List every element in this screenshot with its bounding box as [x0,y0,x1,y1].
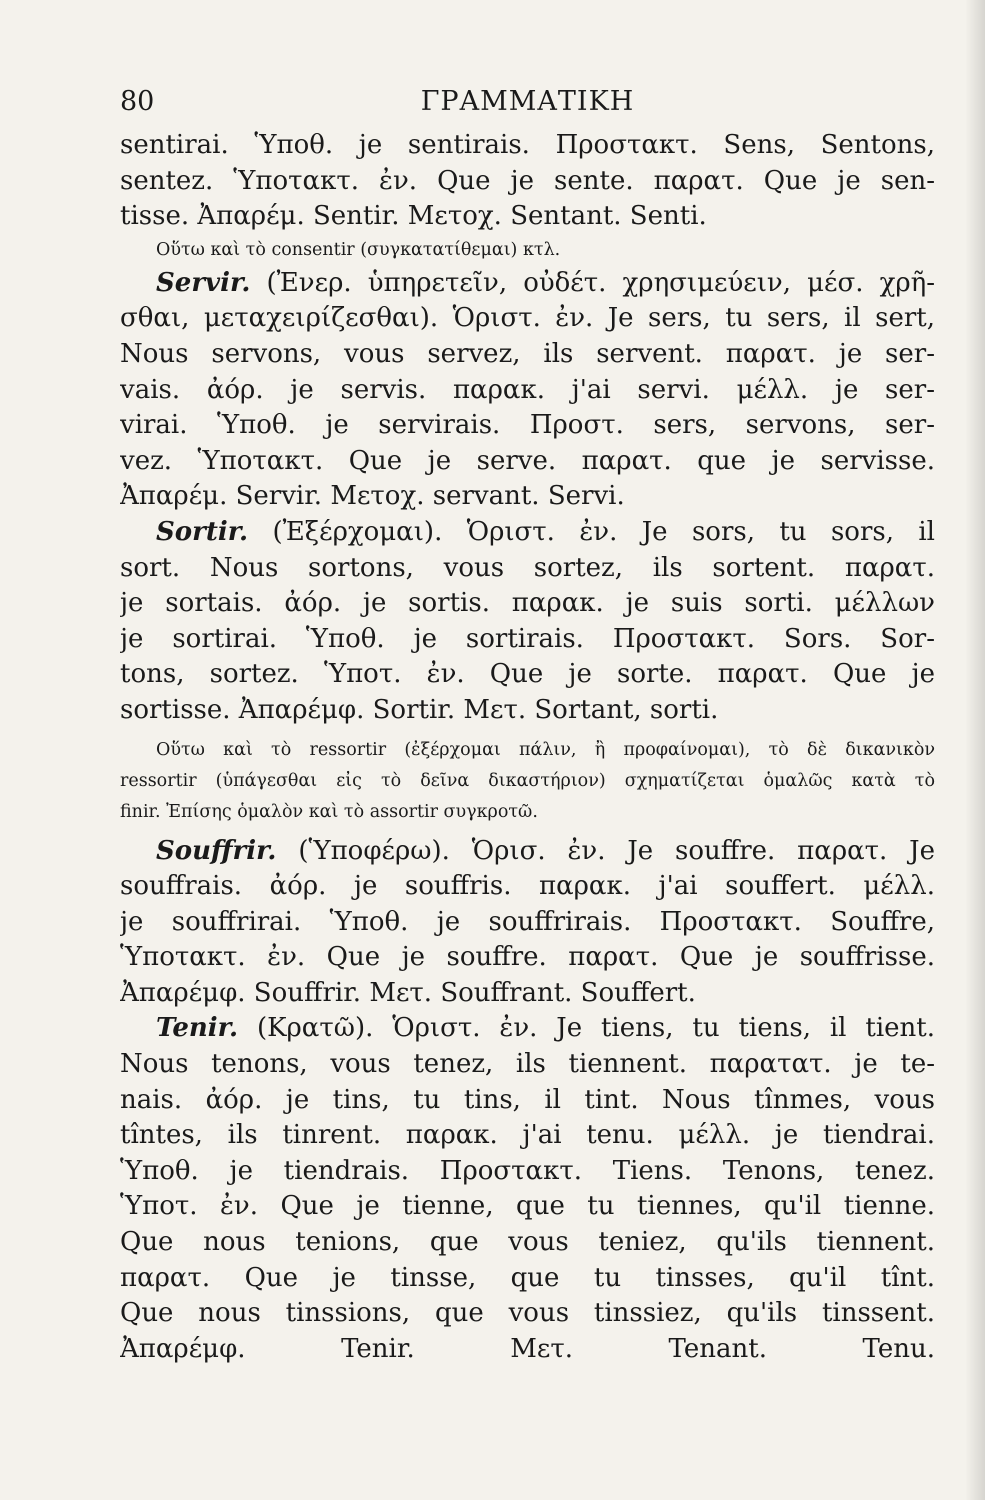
text-line: sortisse. Ἀπαρέμφ. Sortir. Μετ. Sortant, sorti. [120,694,719,725]
text-line: je souffrirai. Ὑποθ. je souffrirais. Προστακτ. Souffre, [120,906,935,937]
text-line: sort. Nous sortons, vous sortez, ils sortent. παρατ. [120,552,935,583]
text-line: Ἀπαρέμφ. Tenir. Μετ. Tenant. Tenu. [120,1333,935,1364]
text-line: virai. Ὑποθ. je servirais. Προστ. sers, servons, ser- [120,410,935,441]
text-line: Nous servons, vous servez, ils servent. παρατ. je ser- [120,338,935,369]
page-edge-shadow [965,0,985,1500]
note-line: ressortir (ὑπάγεσθαι εἰς τὸ δεῖνα δικαστήριον) σχηματίζεται ὁμαλῶς κατὰ τὸ [120,770,935,791]
text-line: Ὑποτακτ. ἐν. Que je souffre. παρατ. Que je souffrisse. [120,942,935,973]
text-line: Que nous tenions, que vous teniez, qu'ils tiennent. [120,1227,935,1258]
text-line: Ἀπαρέμ. Servir. Μετοχ. servant. Servi. [120,481,625,512]
entry-souffrir [120,834,935,870]
text-line: tisse. Ἀπαρέμ. Sentir. Μετοχ. Sentant. Senti. [120,201,707,232]
page-number: 80 [120,86,155,117]
text-line: Nous tenons, vous tenez, ils tiennent. παρατατ. je te- [120,1049,935,1080]
text-line: vais. ἀόρ. je servis. παρακ. j'ai servi. μέλλ. je ser- [120,374,935,405]
text-segment: (Ἐνερ. ὑπηρετεῖν, οὐδέτ. χρησιμεύειν, μέσ. χρῆ- [250,267,935,298]
headword: Servir. [156,267,251,298]
text-line: Ἀπαρέμφ. Souffrir. Μετ. Souffrant. Souffert. [120,977,696,1008]
note-line: Οὕτω καὶ τὸ consentir (συγκατατίθεμαι) κτλ. [156,239,561,260]
text-line: nais. ἀόρ. je tins, tu tins, il tint. Nous tînmes, vous [120,1084,935,1115]
page-header [120,78,935,128]
headword: Sortir. [156,516,249,547]
text-line: sentirai. Ὑποθ. je sentirais. Προστακτ. Sens, Sentons, [120,130,935,160]
text-segment: (Κρατῶ). Ὁριστ. ἐν. Je tiens, tu tiens, il tient. [238,1013,935,1044]
text-line: tons, sortez. Ὑποτ. ἐν. Que je sorte. παρατ. Que je [120,659,935,690]
text-segment: (Ἐξέρχομαι). Ὁριστ. ἐν. Je sors, tu sors, il [248,516,935,547]
text-line: je sortais. ἀόρ. je sortis. παρακ. je suis sorti. μέλλων [120,588,935,619]
text-line: je sortirai. Ὑποθ. je sortirais. Προστακτ. Sors. Sor- [120,623,935,654]
note-line: finir. Ἐπίσης ὁμαλὸν καὶ τὸ assortir συγκροτῶ. [120,801,538,822]
entry-tenir [120,1011,935,1047]
text-line: sentez. Ὑποτακτ. ἐν. Que je sente. παρατ. Que je sen- [120,165,935,196]
running-title: ΓΡΑΜΜΑΤΙΚΗ [420,86,635,117]
entry-servir [120,266,935,302]
page [120,78,935,1367]
text-line: Ὑποτ. ἐν. Que je tienne, que tu tiennes, qu'il tienne. [120,1191,935,1222]
text-line: souffrais. ἀόρ. je souffris. παρακ. j'ai souffert. μέλλ. [120,871,935,902]
text-line: σθαι, μεταχειρίζεσθαι). Ὁριστ. ἐν. Je sers, tu sers, il sert, [120,303,935,334]
headword: Souffrir. [156,835,277,866]
text-segment: (Ὑποφέρω). Ὁρισ. ἐν. Je souffre. παρατ. Je [276,835,935,866]
text-line: vez. Ὑποτακτ. Que je serve. παρατ. que je servisse. [120,445,935,476]
text-line: παρατ. Que je tinsse, que tu tinsses, qu'il tînt. [120,1262,935,1293]
body-text [120,128,935,1367]
text-line: Ὑποθ. je tiendrais. Προστακτ. Tiens. Tenons, tenez. [120,1155,935,1186]
note-line: Οὕτω καὶ τὸ ressortir (ἐξέρχομαι πάλιν, ἢ προφαίνομαι), τὸ δὲ δικανικὸν [156,739,935,760]
text-line: Que nous tinssions, que vous tinssiez, qu'ils tinssent. [120,1298,935,1329]
headword: Tenir. [156,1013,239,1044]
entry-sortir [120,515,935,551]
text-line: tîntes, ils tinrent. παρακ. j'ai tenu. μέλλ. je tiendrai. [120,1120,935,1151]
